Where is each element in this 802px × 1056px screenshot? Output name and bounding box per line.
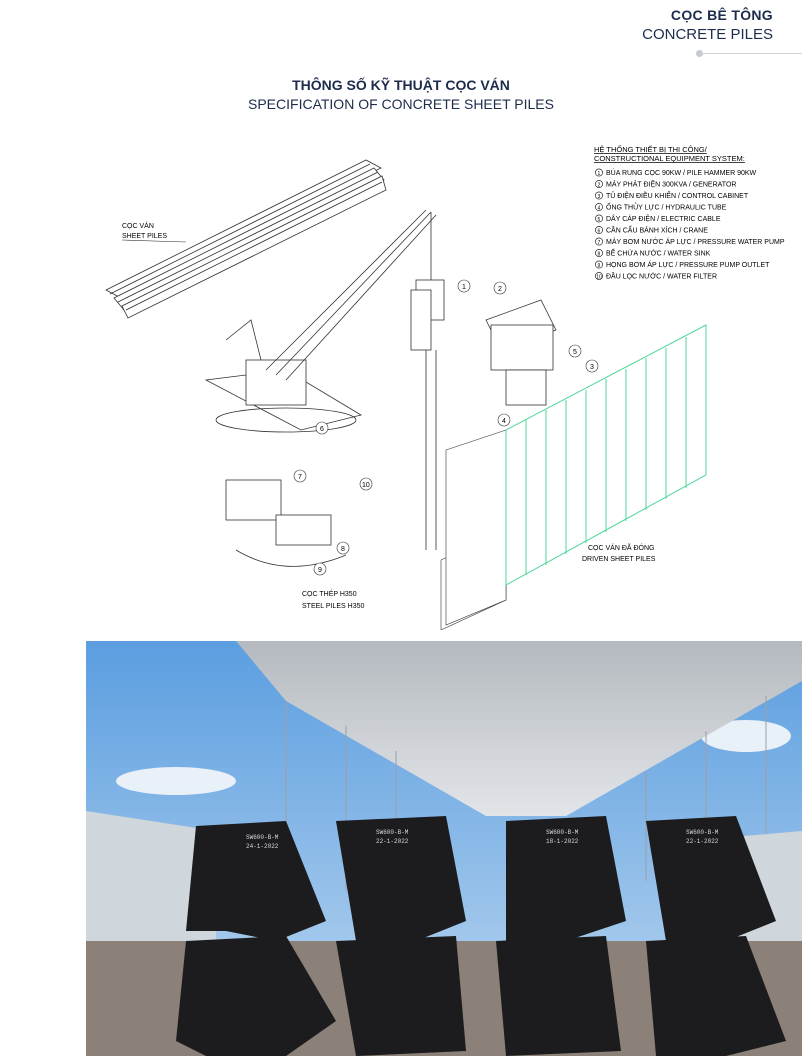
pile-marking-text: SW600-B-M: [246, 834, 279, 841]
svg-text:7: 7: [298, 474, 302, 481]
pump-illustration: [226, 480, 346, 566]
pile-marking-text: 24-1-2022: [246, 843, 279, 850]
legend-number: 5: [597, 217, 601, 223]
legend-number: 3: [597, 194, 601, 200]
installed-piles-grey: [441, 430, 506, 630]
svg-text:6: 6: [320, 426, 324, 433]
svg-text:10: 10: [362, 482, 370, 489]
legend-item-text: CẦN CẨU BÁNH XÍCH / CRANE: [606, 227, 708, 235]
svg-text:1: 1: [462, 284, 466, 291]
legend-number: 1: [597, 171, 601, 177]
page-title-en: SPECIFICATION OF CONCRETE SHEET PILES: [248, 96, 554, 112]
svg-text:4: 4: [502, 418, 506, 425]
svg-text:2: 2: [498, 286, 502, 293]
pile-yard-photo: [86, 641, 802, 1056]
legend-number: 9: [597, 263, 601, 269]
generator-illustration: [486, 300, 556, 405]
legend-item-text: TỦ ĐIỆN ĐIỀU KHIỂN / CONTROL CABINET: [606, 193, 749, 200]
equipment-diagram: [86, 130, 802, 630]
pile-marking-text: 18-1-2022: [546, 838, 579, 845]
header-title-en: CONCRETE PILES: [642, 26, 773, 43]
svg-text:8: 8: [341, 546, 345, 553]
legend-number: 2: [597, 182, 601, 189]
legend-item-text: BỂ CHỨA NƯỚC / WATER SINK: [606, 250, 711, 258]
equipment-legend: [594, 144, 785, 281]
pile-marking-text: 22-1-2022: [686, 838, 719, 845]
pile-marking-text: 22-1-2022: [376, 838, 409, 845]
legend-number: 10: [596, 274, 602, 281]
sheet-piles-label-vi: CỌC VÁN: [122, 223, 154, 230]
legend-title-en: CONSTRUCTIONAL EQUIPMENT SYSTEM:: [594, 154, 745, 163]
legend-number: 7: [597, 240, 601, 246]
page-title-vi: THÔNG SỐ KỸ THUẬT CỌC VÁN: [292, 77, 510, 93]
legend-number: 8: [597, 251, 601, 258]
pile-hammer-illustration: [411, 290, 436, 550]
legend-title-vi: HỆ THỐNG THIẾT BỊ THI CÔNG/: [594, 145, 707, 154]
pile-marking-text: SW600-B-M: [376, 829, 409, 836]
driven-piles-label-vi: CỌC VÁN ĐÃ ĐÓNG: [588, 545, 655, 552]
legend-item-text: DÂY CÁP ĐIỆN / ELECTRIC CABLE: [606, 216, 721, 223]
driven-piles-label-en: DRIVEN SHEET PILES: [582, 556, 656, 563]
legend-item-text: HỌNG BƠM ÁP LỰC / PRESSURE PUMP OUTLET: [606, 262, 770, 269]
header-title-vi: CỌC BÊ TÔNG: [670, 7, 773, 23]
svg-text:9: 9: [318, 567, 322, 574]
legend-number: 4: [597, 205, 601, 212]
steel-piles-label-en: STEEL PILES H350: [302, 603, 365, 610]
legend-item-text: BÚA RUNG CỌC 90KW / PILE HAMMER 90KW: [606, 170, 757, 177]
svg-text:5: 5: [573, 349, 577, 356]
legend-item-text: ỐNG THỦY LỰC / HYDRAULIC TUBE: [606, 204, 727, 212]
pile-marking-text: SW600-B-M: [686, 829, 719, 836]
legend-item-text: MÁY PHÁT ĐIỆN 300KVA / GENERATOR: [606, 181, 737, 189]
header-divider: [700, 53, 802, 54]
svg-text:3: 3: [590, 364, 594, 371]
legend-item-text: ĐẦU LỌC NƯỚC / WATER FILTER: [606, 273, 718, 281]
legend-item-text: MÁY BƠM NƯỚC ÁP LỰC / PRESSURE WATER PUMP: [606, 239, 785, 246]
pile-marking-text: SW600-B-M: [546, 829, 579, 836]
legend-number: 6: [597, 228, 601, 235]
sheet-piles-label-en: SHEET PILES: [122, 233, 168, 240]
steel-piles-label-vi: CỌC THÉP H350: [302, 591, 357, 598]
